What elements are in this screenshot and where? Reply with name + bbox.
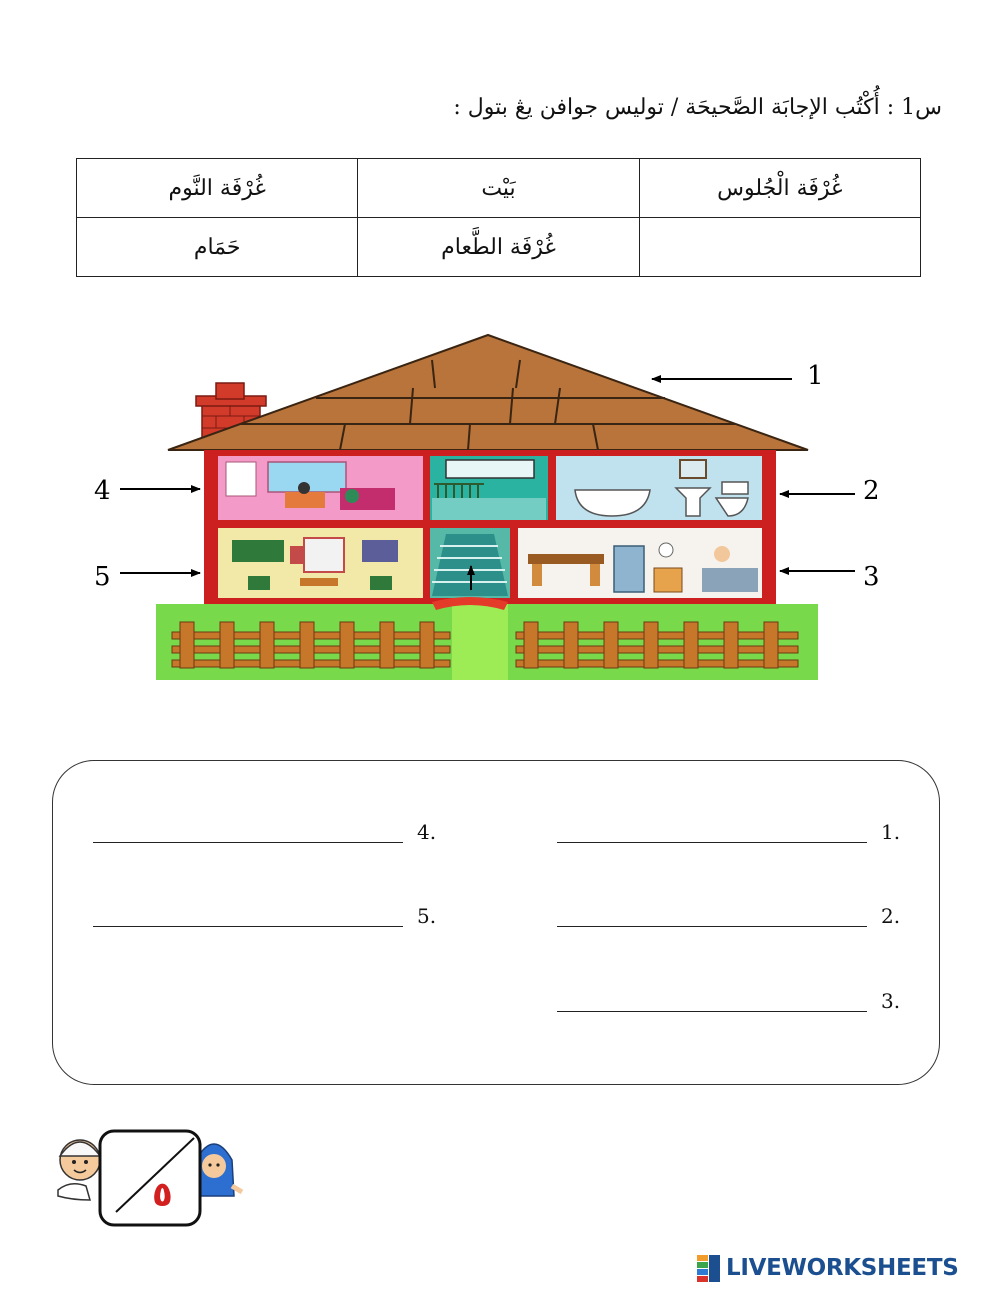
garden-fence: [156, 597, 818, 680]
liveworksheets-icon: [696, 1253, 722, 1283]
liveworksheets-logo[interactable]: [696, 1253, 992, 1283]
fence-post: [684, 622, 698, 668]
diagram-label-3: 3: [863, 562, 880, 592]
house-body: [204, 450, 776, 605]
word-bank-table: [76, 158, 921, 277]
fence-post: [604, 622, 618, 668]
answer-row-2: [557, 901, 900, 931]
table-cell: [639, 218, 920, 277]
table-cell: غُرْفَة النَّوم: [77, 159, 358, 218]
diagram-label-5: 5: [94, 562, 111, 592]
table-cell: غُرْفَة الطَّعام: [358, 218, 639, 277]
brand-name: LIVEWORKSHEETS: [726, 1255, 959, 1281]
fence-post: [420, 622, 434, 668]
diagram-label-1: 1: [807, 361, 824, 391]
score-denominator: ٥: [152, 1175, 173, 1215]
table-row: [77, 218, 921, 277]
table-row: [77, 159, 921, 218]
boy-illustration: [58, 1140, 100, 1200]
fence-post: [180, 622, 194, 668]
score-box: [55, 1128, 245, 1228]
table-cell: بَيْت: [358, 159, 639, 218]
table-cell: غُرْفَة الْجُلوس: [639, 159, 920, 218]
fence-post: [300, 622, 314, 668]
answer-2-input[interactable]: [557, 908, 867, 927]
fence-post: [724, 622, 738, 668]
answer-4-number: 4.: [417, 820, 437, 844]
diagram-label-2: 2: [863, 476, 880, 506]
table-cell: حَمَام: [77, 218, 358, 277]
fence-post: [220, 622, 234, 668]
girl-illustration: [196, 1144, 242, 1196]
house-diagram: [90, 320, 920, 690]
answer-row-1: [557, 817, 900, 847]
fence-post: [644, 622, 658, 668]
answer-3-number: 3.: [881, 989, 901, 1013]
answer-5-input[interactable]: [93, 908, 403, 927]
answer-box: [52, 760, 940, 1085]
fence-post: [524, 622, 538, 668]
diagram-label-4: 4: [94, 476, 111, 506]
fence-post: [380, 622, 394, 668]
answer-row-5: [93, 901, 436, 931]
answer-row-3: [557, 986, 900, 1016]
fence-post: [260, 622, 274, 668]
fence-post: [564, 622, 578, 668]
answer-5-number: 5.: [417, 904, 437, 928]
fence-post: [764, 622, 778, 668]
answer-1-number: 1.: [881, 820, 901, 844]
answer-3-input[interactable]: [557, 993, 867, 1012]
question-heading: س1 : أُكْتُب الإجابَة الصَّحيحَة / توليس جوافن يڠ بتول :: [453, 95, 942, 120]
fence-post: [340, 622, 354, 668]
roof: [168, 335, 808, 450]
answer-1-input[interactable]: [557, 824, 867, 843]
answer-row-4: [93, 817, 436, 847]
answer-4-input[interactable]: [93, 824, 403, 843]
answer-2-number: 2.: [881, 904, 901, 928]
